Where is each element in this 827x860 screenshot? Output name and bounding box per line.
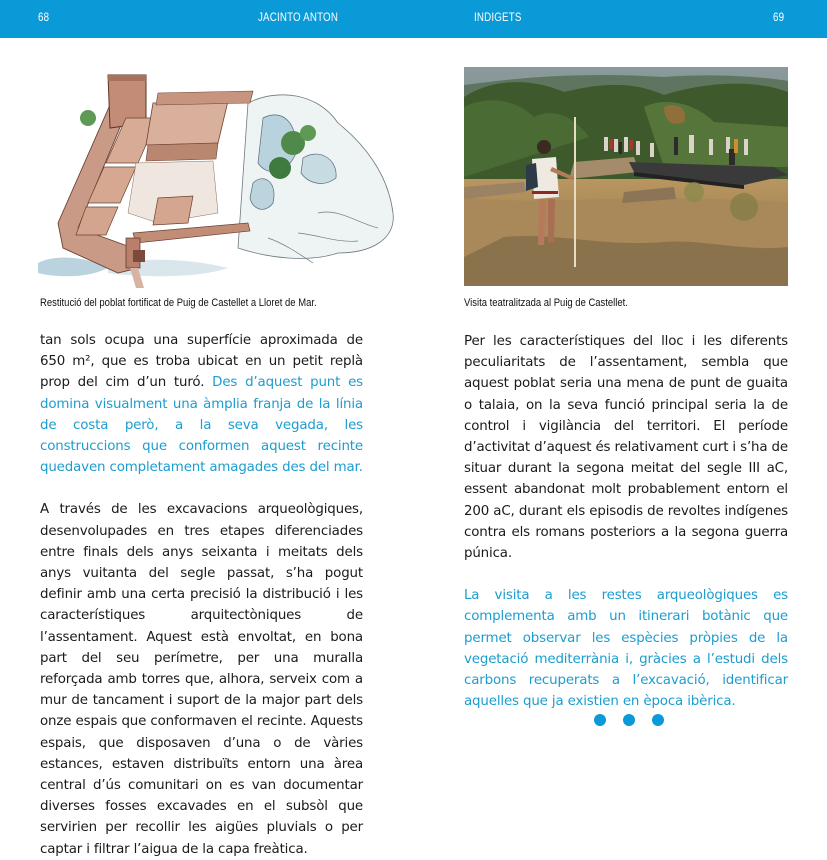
end-dot bbox=[623, 714, 635, 726]
end-dot bbox=[594, 714, 606, 726]
page-number-right: 69 bbox=[773, 12, 785, 24]
right-paragraph-2-highlight: La visita a les restes arqueològiques es complementa amb un itinerari botànic que permet observar les espècies pròpies de la vegetació mediterrània i, gràcies a l’estudi dels carbons recuperats a l’excavació, identificar aquelles que ja existien en època ibèrica. bbox=[464, 588, 788, 710]
page-number-left: 68 bbox=[38, 12, 50, 24]
left-paragraph-1-text: tan sols ocupa una superfície aproximada de 650 m², que es troba ubicat en un petit replà prop del cim d’un turó. bbox=[40, 333, 363, 391]
right-column-text bbox=[464, 331, 788, 712]
right-paragraph-2 bbox=[464, 585, 788, 712]
right-paragraph-1-text: Per les característiques del lloc i les diferents peculiaritats de l’assentament, sembla que aquest poblat seria una mena de punt de guaita o talaia, on la seva funció principal seria la de control i vigilància del territori. El període d’activitat d’aquest és relativament curt i s’ha de situar durant la segona meitat del segle III aC, essent abandonat molt probablement entorn el 200 aC, durant els episodis de revoltes indígenes contra els romans posteriors a la segona guerra púnica. bbox=[464, 334, 788, 562]
left-paragraph-1 bbox=[40, 330, 363, 478]
theatrical-visit-photo bbox=[464, 67, 788, 286]
left-paragraph-2 bbox=[40, 499, 363, 859]
running-header bbox=[0, 0, 827, 38]
running-head-author: JACINTO ANTON bbox=[258, 12, 339, 24]
illustration-caption: Restitució del poblat fortificat de Puig de Castellet a Lloret de Mar. bbox=[40, 297, 317, 309]
end-dot bbox=[652, 714, 664, 726]
settlement-reconstruction-illustration bbox=[18, 63, 398, 288]
left-paragraph-1-highlight: Des d’aquest punt es domina visualment una àmplia franja de la línia de costa però, a la seva vegada, les construccions que conformen aquest recinte quedaven completament amagades des del mar. bbox=[40, 375, 363, 476]
left-column-text bbox=[40, 330, 363, 860]
left-paragraph-2-text: A través de les excavacions arqueològiques, desenvolupades en tres etapes diferenciades entre finals dels anys seixanta i meitats dels anys vuitanta del segle passat, s’ha pogut definir amb una certa precisió la distribució i les característiques arquitectòniques de l’assentament. Aquest està envoltat, en bona part del seu perímetre, per una muralla reforçada amb torres que, alhora, serveix com a mur de tancament i suport de la major part dels onze espais que conformaven el recinte. Aquests espais, que disposaven d’una o de vàries estances, estaven distribuïts entorn una àrea central d’ús comunitari on es van documentar diverses fosses excavades en el subsòl que servirien per recollir les aigües pluvials o per captar i filtrar l’aigua de la capa freàtica. bbox=[40, 502, 363, 857]
right-paragraph-1 bbox=[464, 331, 788, 564]
photo-caption: Visita teatralitzada al Puig de Castellet. bbox=[464, 297, 628, 309]
section-end-dots bbox=[594, 714, 664, 726]
running-head-title: INDIGETS bbox=[474, 12, 522, 24]
